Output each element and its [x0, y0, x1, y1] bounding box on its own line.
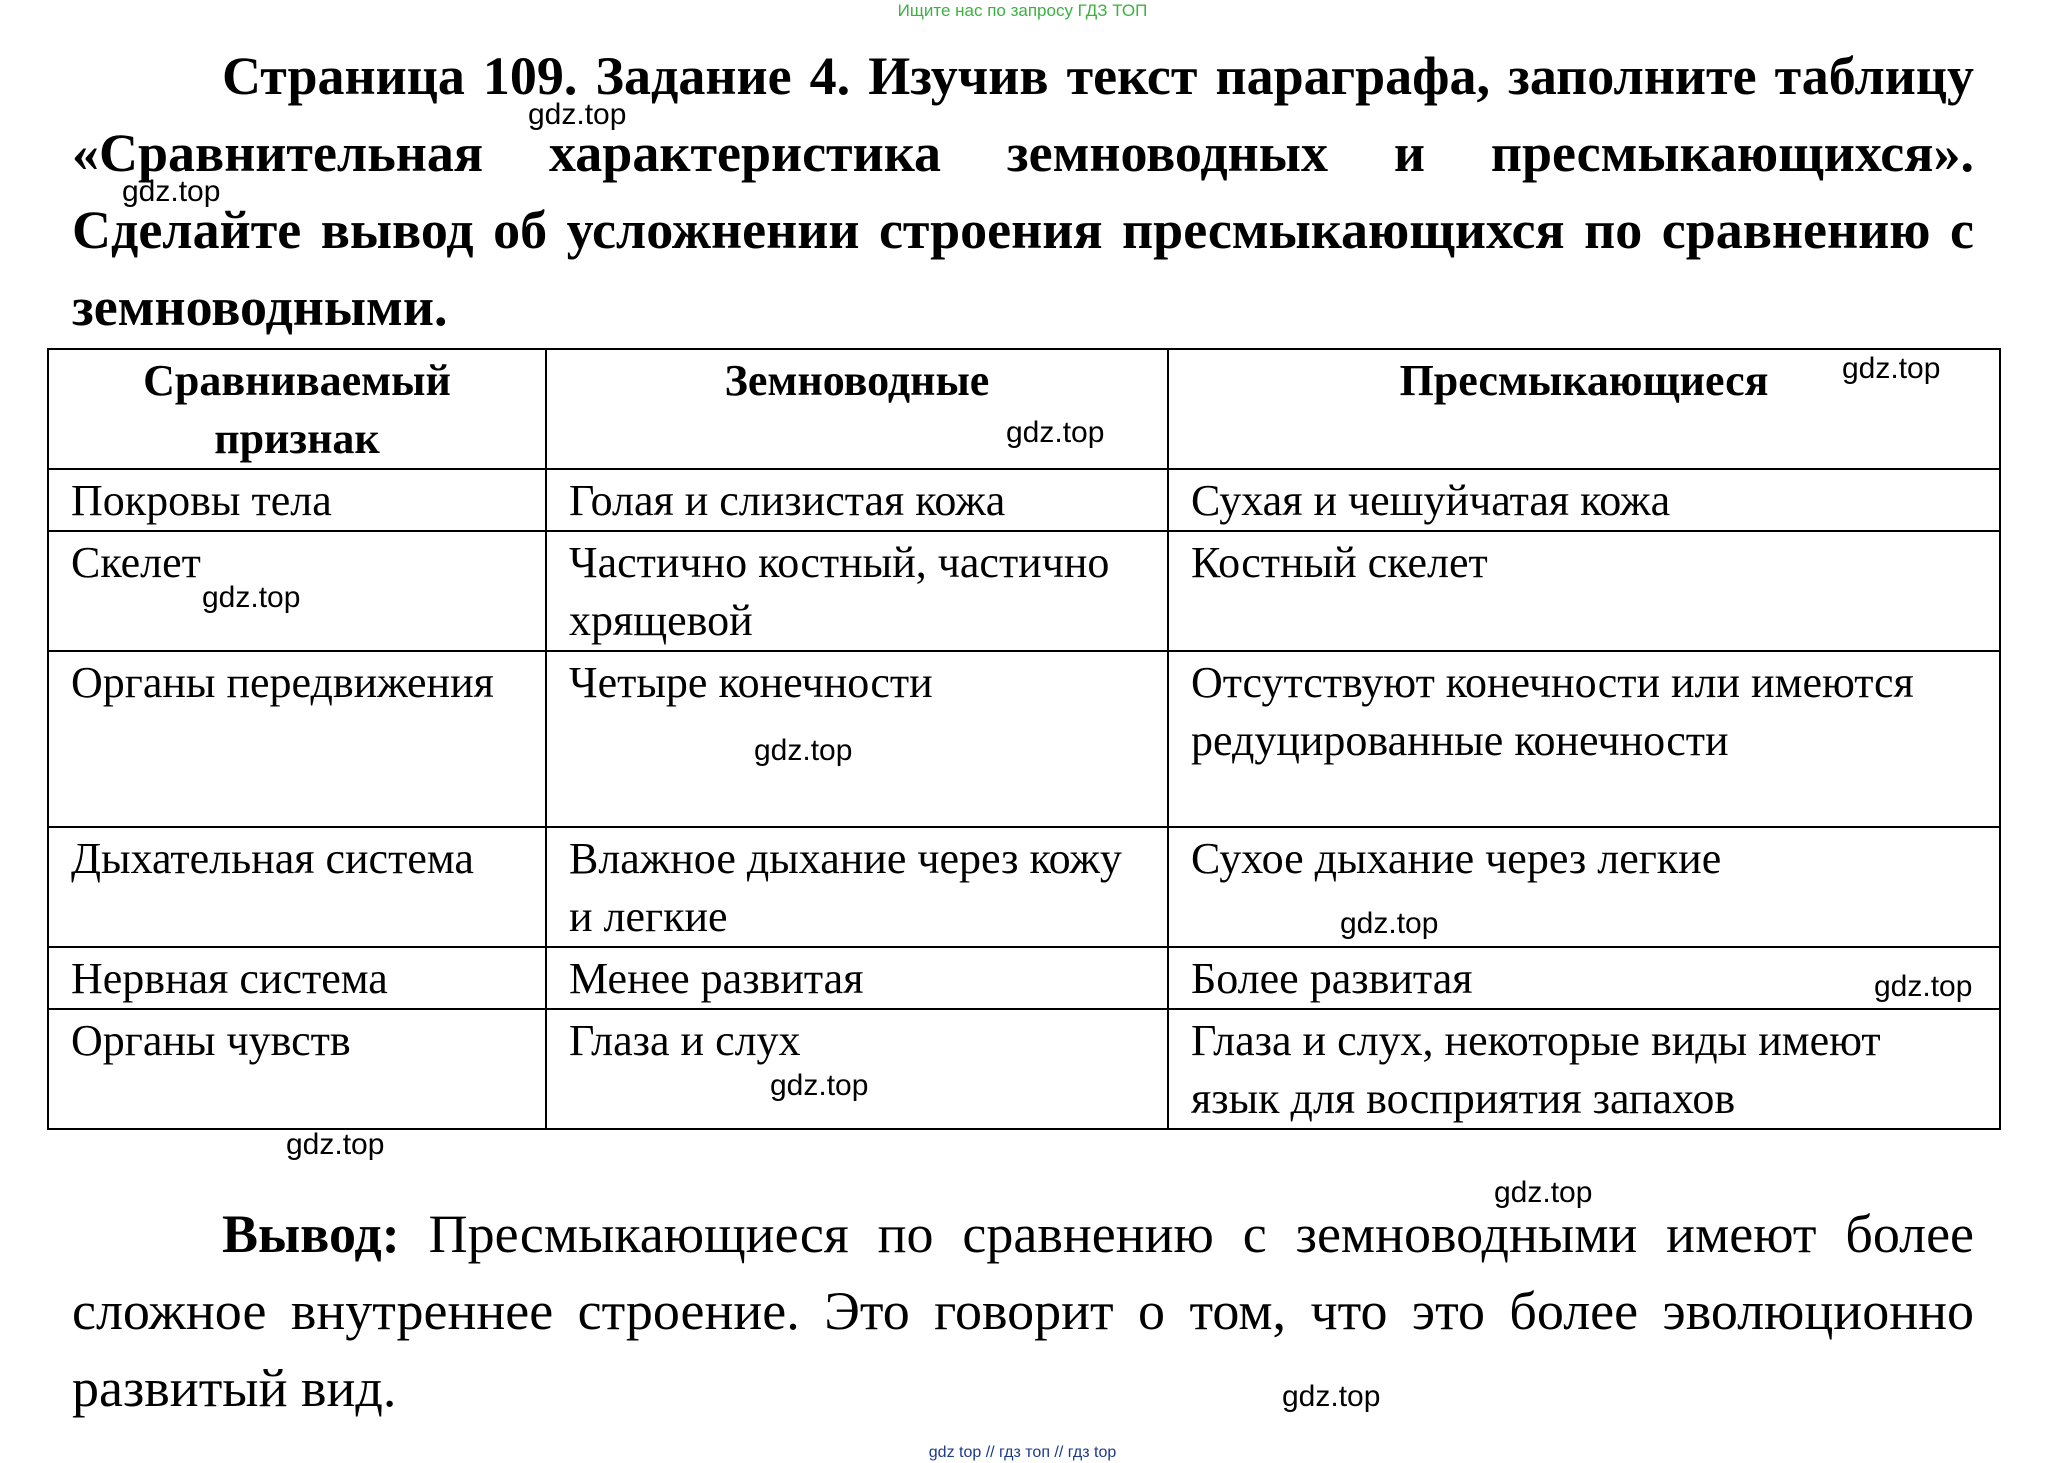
footer: gdz top // гдз топ // гдз top	[928, 1444, 1117, 1461]
cell-feature: Нервная система	[48, 947, 546, 1009]
cell-feature: Органы передвижения	[48, 651, 546, 827]
cell-feature: Скелет	[48, 531, 546, 651]
watermark: gdz.top	[1494, 1176, 1593, 1209]
task-text: Страница 109. Задание 4. Изучив текст параграфа, заполните таблицу «Сравнительная характеристика земноводных и пресмыкающихся». Сделайте вывод об усложнении строения пресмыкающихся по сравнению с земноводными.	[72, 46, 1974, 337]
cell-reptiles: Более развитая	[1168, 947, 2000, 1009]
cell-feature: Дыхательная система	[48, 827, 546, 947]
conclusion-label: Вывод:	[222, 1204, 400, 1264]
watermark: gdz.top	[1282, 1380, 1381, 1413]
header-reptiles: Пресмыкающиеся	[1168, 349, 2000, 469]
table-row	[48, 531, 2000, 651]
cell-reptiles: Сухая и чешуйчатая кожа	[1168, 469, 2000, 531]
table-row	[48, 947, 2000, 1009]
watermark: gdz.top	[122, 175, 221, 208]
conclusion-text: Пресмыкающиеся по сравнению с земноводными имеют более сложное внутреннее строение. Это говорит о том, что это более эволюционно развитый вид.	[72, 1204, 1974, 1418]
cell-amphibians: Частично костный, частично хрящевой	[546, 531, 1168, 651]
cell-feature: Покровы тела	[48, 469, 546, 531]
watermark: gdz.top	[1842, 352, 1941, 385]
watermark: gdz.top	[1006, 416, 1105, 449]
cell-amphibians: Голая и слизистая кожа	[546, 469, 1168, 531]
cell-amphibians: Четыре конечности	[546, 651, 1168, 827]
watermark: gdz.top	[286, 1128, 385, 1161]
watermark: gdz.top	[1874, 970, 1973, 1003]
table-row	[48, 1009, 2000, 1129]
conclusion-paragraph	[72, 1196, 1974, 1427]
table-row	[48, 651, 2000, 827]
watermark: gdz.top	[770, 1069, 869, 1102]
cell-amphibians: Глаза и слух	[546, 1009, 1168, 1129]
table-header-row	[48, 349, 2000, 469]
top-banner: Ищите нас по запросу ГДЗ ТОП	[897, 1, 1148, 20]
watermark: gdz.top	[1340, 907, 1439, 940]
table-row	[48, 469, 2000, 531]
header-feature: Сравниваемый признак	[48, 349, 546, 469]
watermark: gdz.top	[528, 98, 627, 131]
comparison-table	[47, 348, 2001, 1130]
cell-feature: Органы чувств	[48, 1009, 546, 1129]
cell-reptiles: Глаза и слух, некоторые виды имеют язык для восприятия запахов	[1168, 1009, 2000, 1129]
watermark: gdz.top	[202, 581, 301, 614]
table-row	[48, 827, 2000, 947]
cell-reptiles: Отсутствуют конечности или имеются редуцированные конечности	[1168, 651, 2000, 827]
cell-amphibians: Менее развитая	[546, 947, 1168, 1009]
cell-amphibians: Влажное дыхание через кожу и легкие	[546, 827, 1168, 947]
header-amphibians: Земноводные	[546, 349, 1168, 469]
cell-reptiles: Костный скелет	[1168, 531, 2000, 651]
watermark: gdz.top	[754, 734, 853, 767]
cell-reptiles: Сухое дыхание через легкие	[1168, 827, 2000, 947]
